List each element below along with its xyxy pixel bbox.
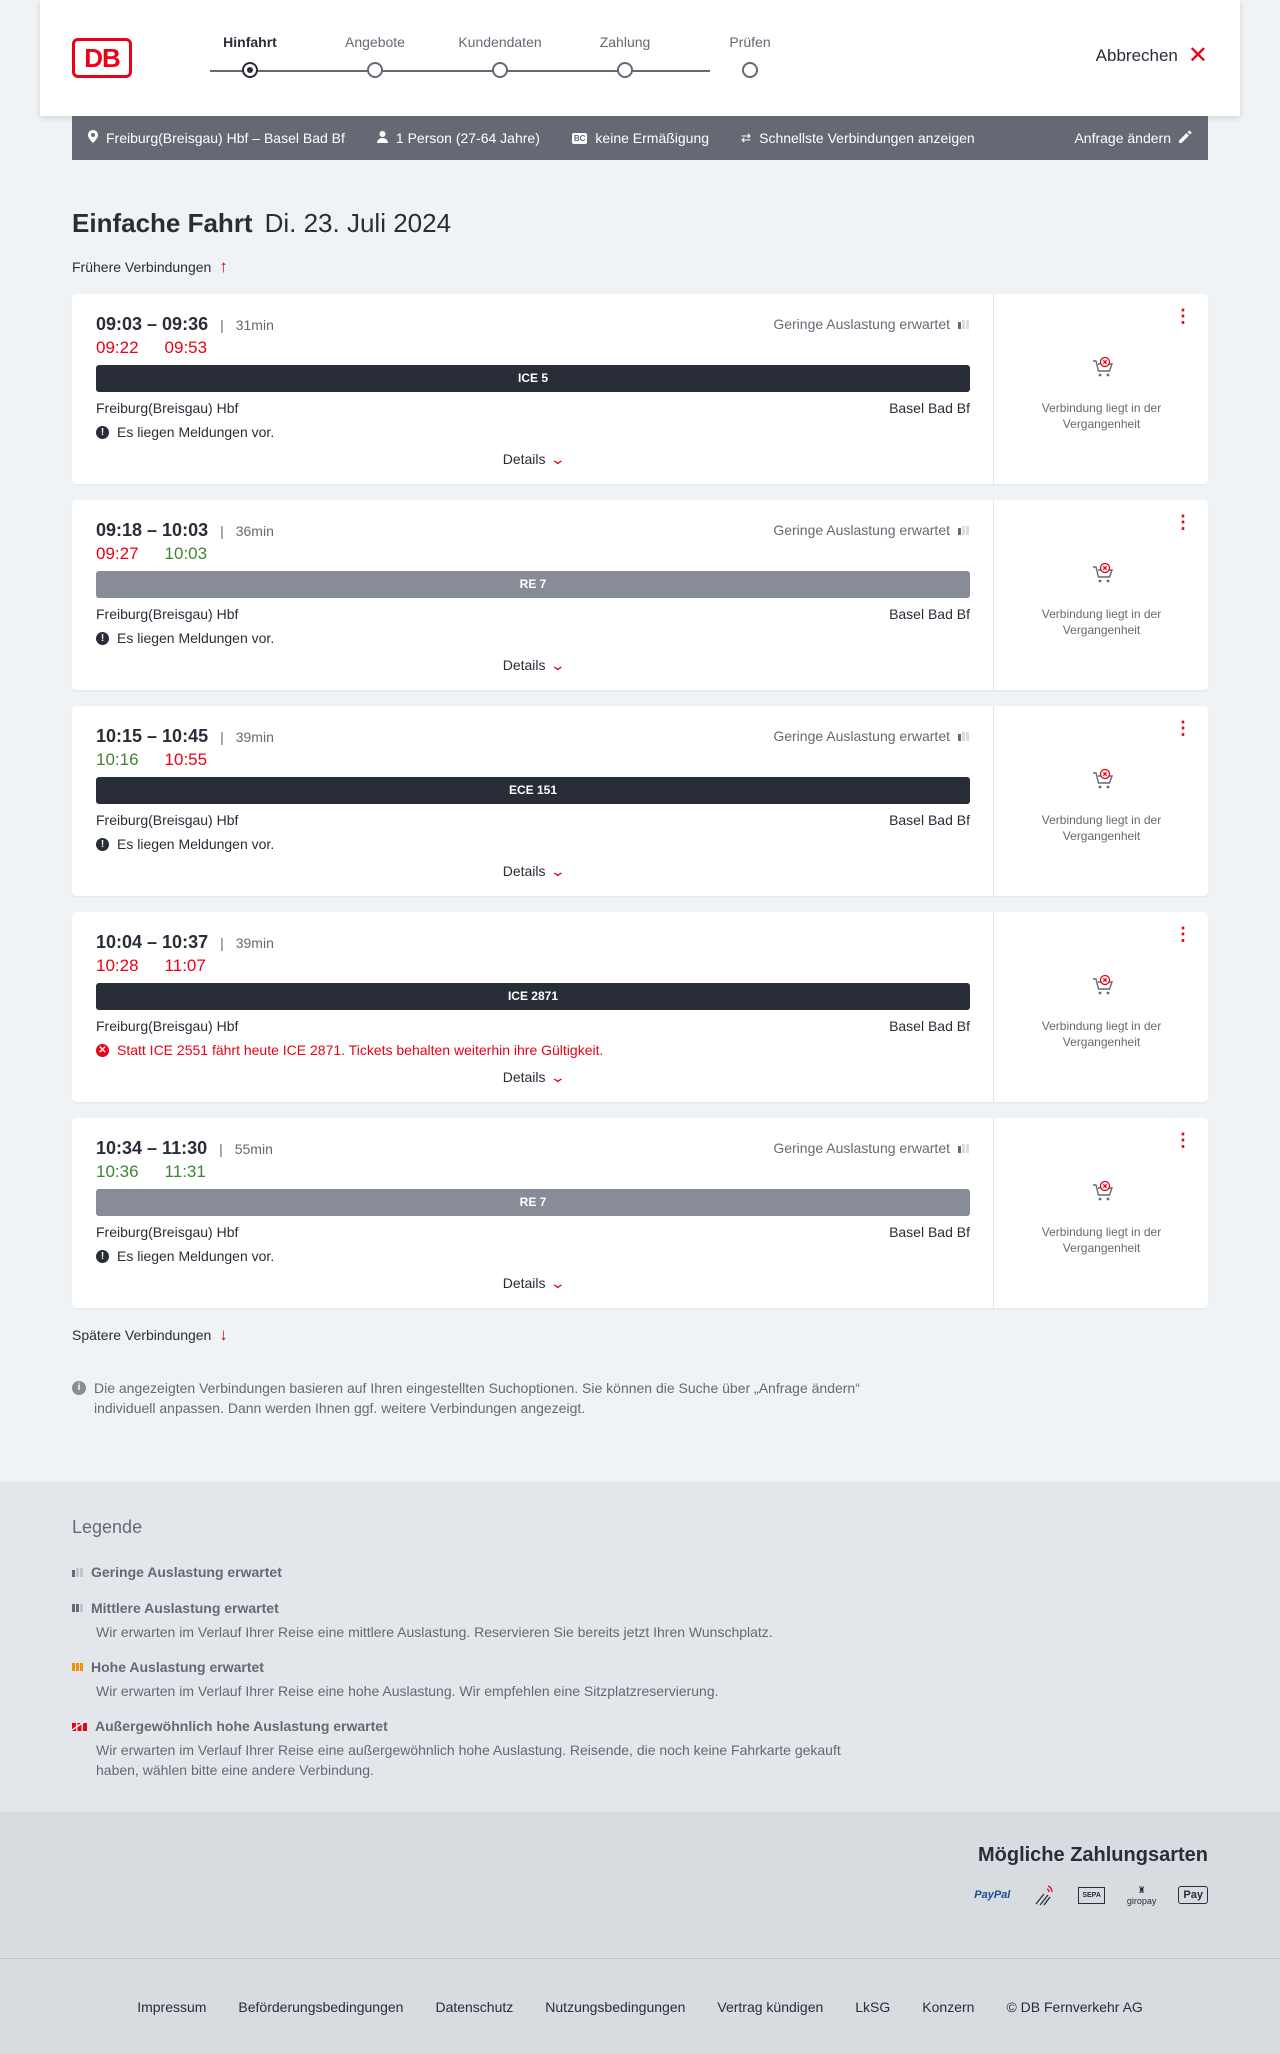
footer bbox=[0, 1958, 1280, 2054]
past-connection-text: Verbindung liegt in der Vergangenheit bbox=[1041, 813, 1162, 843]
details-label: Details bbox=[502, 863, 546, 879]
details-toggle[interactable] bbox=[72, 657, 994, 674]
realtime-arrival: 11:31 bbox=[164, 1162, 206, 1181]
payment-icons bbox=[974, 1884, 1208, 1906]
cancel-label: Abbrechen bbox=[1095, 46, 1178, 65]
separator: | bbox=[220, 934, 224, 951]
realtime-departure: 10:36 bbox=[96, 1162, 139, 1181]
info-icon: i bbox=[72, 1381, 86, 1395]
realtime-departure: 09:22 bbox=[96, 338, 139, 357]
legend-section bbox=[0, 1482, 1280, 1812]
low-occupancy-icon bbox=[958, 320, 969, 329]
planned-times: 09:03 – 09:36 bbox=[96, 314, 209, 334]
footer-copyright: © DB Fernverkehr AG bbox=[1006, 1998, 1143, 2015]
giropay-icon bbox=[1127, 1885, 1157, 1906]
arrow-down-icon: ↓ bbox=[219, 1325, 228, 1344]
origin-station: Freiburg(Breisgau) Hbf bbox=[96, 1224, 239, 1240]
step-hinfahrt[interactable] bbox=[195, 34, 305, 54]
duration: 39min bbox=[235, 728, 274, 745]
realtime-row bbox=[96, 750, 207, 770]
past-connection-text: Verbindung liegt in der Vergangenheit bbox=[1041, 401, 1162, 431]
planned-times: 09:18 – 10:03 bbox=[96, 520, 209, 540]
separator: | bbox=[219, 1140, 223, 1157]
connection-details-area bbox=[72, 294, 994, 484]
planned-times: 10:04 – 10:37 bbox=[96, 932, 209, 952]
details-label: Details bbox=[502, 657, 546, 673]
connection-card[interactable] bbox=[72, 1118, 1208, 1308]
step-label: Angebote bbox=[345, 34, 405, 50]
legend-label: Hohe Auslastung erwartet bbox=[91, 1659, 264, 1675]
traveller-text: 1 Person (27-64 Jahre) bbox=[395, 130, 540, 146]
earlier-connections-link[interactable] bbox=[72, 257, 228, 277]
legend-label: Geringe Auslastung erwartet bbox=[91, 1564, 282, 1580]
planned-times-row bbox=[96, 520, 274, 541]
realtime-row bbox=[96, 338, 207, 358]
exclamation-icon: ! bbox=[96, 838, 109, 851]
step-label: Kundendaten bbox=[458, 34, 542, 50]
origin-station: Freiburg(Breisgau) Hbf bbox=[96, 606, 239, 622]
cart-unavailable-icon bbox=[1091, 562, 1115, 586]
planned-times: 10:34 – 11:30 bbox=[96, 1138, 208, 1158]
realtime-arrival: 10:03 bbox=[164, 544, 208, 563]
footer-link-vertrag-kuendigen[interactable]: Vertrag kündigen bbox=[717, 1998, 824, 2015]
past-connection-text: Verbindung liegt in der Vergangenheit bbox=[1041, 1225, 1162, 1255]
swap-arrows-icon: ⇄ bbox=[741, 131, 752, 145]
stations-row bbox=[96, 606, 970, 622]
realtime-row bbox=[96, 544, 207, 564]
step-label: Prüfen bbox=[729, 34, 771, 50]
stations-row bbox=[96, 400, 970, 416]
applepay-label: Pay bbox=[1183, 1889, 1203, 1901]
more-options-icon[interactable]: ⋮ bbox=[1174, 512, 1192, 532]
separator: | bbox=[220, 316, 224, 333]
step-dot bbox=[617, 62, 633, 78]
giropay-label: giropay bbox=[1126, 1895, 1157, 1906]
load-indicator bbox=[773, 316, 969, 332]
step-label: Zahlung bbox=[599, 34, 651, 50]
connection-card[interactable] bbox=[72, 294, 1208, 484]
sepa-icon: SEPA bbox=[1078, 1887, 1105, 1904]
realtime-departure: 10:16 bbox=[96, 750, 139, 769]
booking-area bbox=[995, 706, 1208, 896]
connection-details-area bbox=[72, 500, 994, 690]
connection-card[interactable] bbox=[72, 706, 1208, 896]
exclamation-icon: ! bbox=[96, 632, 109, 645]
load-indicator bbox=[773, 1140, 969, 1156]
location-pin-icon bbox=[88, 130, 98, 146]
notice-text: Statt ICE 2551 fährt heute ICE 2871. Tickets behalten weiterhin ihre Gültigkeit. bbox=[117, 1042, 604, 1058]
separator: | bbox=[220, 522, 224, 539]
train-segment-bar: ICE 2871 bbox=[96, 983, 970, 1010]
notice-row bbox=[96, 1042, 603, 1058]
legend-title: Legende bbox=[72, 1517, 143, 1537]
contactless-card-icon bbox=[1032, 1884, 1056, 1906]
search-summary-bar bbox=[72, 116, 1208, 160]
load-indicator bbox=[773, 728, 969, 744]
more-options-icon[interactable]: ⋮ bbox=[1174, 306, 1192, 326]
legend-label: Mittlere Auslastung erwartet bbox=[91, 1600, 279, 1616]
step-dot bbox=[492, 62, 508, 78]
applepay-icon bbox=[1178, 1886, 1208, 1904]
details-toggle[interactable] bbox=[72, 863, 994, 880]
separator: | bbox=[220, 728, 224, 745]
progress-line bbox=[210, 70, 710, 72]
fastest-option bbox=[741, 130, 975, 146]
train-segment-bar: ICE 5 bbox=[96, 365, 970, 392]
db-logo[interactable]: DB bbox=[72, 38, 132, 78]
step-angebote bbox=[320, 34, 430, 54]
close-icon: ✕ bbox=[1187, 42, 1208, 69]
paypal-icon: PayPal bbox=[974, 1889, 1011, 1901]
booking-area bbox=[995, 1118, 1208, 1308]
stations-row bbox=[96, 1224, 970, 1240]
origin-station: Freiburg(Breisgau) Hbf bbox=[96, 1018, 239, 1034]
page-title bbox=[72, 208, 451, 239]
error-icon: ✕ bbox=[96, 1044, 109, 1057]
notice-row bbox=[96, 424, 274, 440]
realtime-arrival: 11:07 bbox=[164, 956, 206, 975]
legend-item-very-high bbox=[72, 1718, 852, 1780]
high-occupancy-icon bbox=[72, 1663, 83, 1671]
notice-text: Es liegen Meldungen vor. bbox=[117, 1248, 275, 1264]
chevron-down-icon: ⌄ bbox=[549, 863, 566, 879]
booking-area bbox=[995, 500, 1208, 690]
discount-summary bbox=[572, 130, 709, 146]
connection-card[interactable] bbox=[72, 912, 1208, 1102]
details-label: Details bbox=[502, 1069, 546, 1085]
booking-header bbox=[40, 0, 1240, 116]
origin-station: Freiburg(Breisgau) Hbf bbox=[96, 400, 239, 416]
realtime-row bbox=[96, 1162, 206, 1182]
low-occupancy-icon bbox=[958, 732, 969, 741]
chevron-down-icon: ⌄ bbox=[549, 657, 566, 673]
route-summary bbox=[88, 130, 345, 146]
legend-description: Wir erwarten im Verlauf Ihrer Reise eine hohe Auslastung. Wir empfehlen eine Sitzplatzreservierung. bbox=[96, 1683, 719, 1699]
booking-area bbox=[995, 912, 1208, 1102]
duration: 55min bbox=[234, 1140, 273, 1157]
payment-title: Mögliche Zahlungsarten bbox=[977, 1844, 1208, 1866]
train-segment-bar: RE 7 bbox=[96, 1189, 970, 1216]
train-segment-bar: ECE 151 bbox=[96, 777, 970, 804]
payment-methods-section bbox=[0, 1812, 1280, 1958]
load-indicator bbox=[773, 522, 969, 538]
low-occupancy-icon bbox=[72, 1568, 83, 1577]
chevron-down-icon: ⌄ bbox=[549, 1069, 566, 1085]
footer-link-befoerderungsbedingungen[interactable]: Beförderungsbedingungen bbox=[238, 1998, 404, 2015]
realtime-arrival: 09:53 bbox=[164, 338, 208, 357]
planned-times: 10:15 – 10:45 bbox=[96, 726, 209, 746]
details-toggle[interactable] bbox=[72, 1275, 994, 1292]
step-label: Hinfahrt bbox=[223, 34, 277, 50]
connection-details-area bbox=[72, 706, 994, 896]
discount-text: keine Ermäßigung bbox=[595, 130, 710, 146]
cart-unavailable-icon bbox=[1091, 974, 1115, 998]
legend-head bbox=[72, 1718, 852, 1734]
load-text: Geringe Auslastung erwartet bbox=[773, 522, 950, 538]
exclamation-icon: ! bbox=[96, 426, 109, 439]
details-toggle[interactable] bbox=[72, 1069, 994, 1086]
legend-head bbox=[72, 1600, 852, 1616]
realtime-departure: 10:28 bbox=[96, 956, 139, 975]
duration: 36min bbox=[235, 522, 274, 539]
search-info-note bbox=[72, 1378, 862, 1418]
legend-label: Außergewöhnlich hohe Auslastung erwartet bbox=[95, 1718, 388, 1734]
person-icon bbox=[377, 131, 388, 146]
footer-link-impressum[interactable]: Impressum bbox=[137, 1998, 207, 2015]
destination-station: Basel Bad Bf bbox=[889, 812, 970, 828]
realtime-row bbox=[96, 956, 206, 976]
more-options-icon[interactable]: ⋮ bbox=[1174, 1130, 1192, 1150]
notice-row bbox=[96, 630, 274, 646]
details-toggle[interactable] bbox=[72, 451, 994, 468]
stations-row bbox=[96, 812, 970, 828]
step-dot bbox=[742, 62, 758, 78]
change-request-label: Anfrage ändern bbox=[1074, 130, 1171, 146]
past-connection-text: Verbindung liegt in der Vergangenheit bbox=[1041, 607, 1162, 637]
footer-link-konzern[interactable]: Konzern bbox=[922, 1998, 975, 2015]
planned-times-row bbox=[96, 932, 274, 953]
train-segment-bar: RE 7 bbox=[96, 571, 970, 598]
legend-item-medium bbox=[72, 1600, 852, 1642]
legend-description: Wir erwarten im Verlauf Ihrer Reise eine mittlere Auslastung. Reservieren Sie bereits jetzt Ihren Wunschplatz. bbox=[96, 1624, 773, 1640]
cart-unavailable-icon bbox=[1091, 1180, 1115, 1204]
load-text: Geringe Auslastung erwartet bbox=[773, 728, 950, 744]
realtime-departure: 09:27 bbox=[96, 544, 139, 563]
load-text: Geringe Auslastung erwartet bbox=[773, 1140, 950, 1156]
step-pruefen bbox=[695, 34, 805, 54]
change-request-button[interactable] bbox=[1074, 130, 1192, 146]
destination-station: Basel Bad Bf bbox=[889, 606, 970, 622]
planned-times-row bbox=[96, 726, 274, 747]
later-connections-link[interactable] bbox=[72, 1325, 228, 1345]
planned-times-row bbox=[96, 314, 274, 335]
past-connection-text: Verbindung liegt in der Vergangenheit bbox=[1041, 1019, 1162, 1049]
details-label: Details bbox=[502, 1275, 546, 1291]
realtime-arrival: 10:55 bbox=[164, 750, 208, 769]
notice-text: Es liegen Meldungen vor. bbox=[117, 630, 275, 646]
medium-occupancy-icon bbox=[72, 1604, 83, 1612]
trip-date: Di. 23. Juli 2024 bbox=[264, 208, 452, 238]
connection-details-area bbox=[72, 912, 994, 1102]
footer-link-datenschutz[interactable]: Datenschutz bbox=[435, 1998, 514, 2015]
exclamation-icon: ! bbox=[96, 1250, 109, 1263]
load-text: Geringe Auslastung erwartet bbox=[773, 316, 950, 332]
notice-text: Es liegen Meldungen vor. bbox=[117, 424, 275, 440]
step-dot-active bbox=[242, 62, 258, 78]
duration: 39min bbox=[235, 934, 274, 951]
chevron-down-icon: ⌄ bbox=[549, 451, 566, 467]
stations-row bbox=[96, 1018, 970, 1034]
destination-station: Basel Bad Bf bbox=[889, 1018, 970, 1034]
notice-text: Es liegen Meldungen vor. bbox=[117, 836, 275, 852]
low-occupancy-icon bbox=[958, 1144, 969, 1153]
step-zahlung bbox=[570, 34, 680, 54]
footer-link-nutzungsbedingungen[interactable]: Nutzungsbedingungen bbox=[545, 1998, 686, 2015]
arrow-up-icon: ↑ bbox=[219, 257, 228, 276]
legend-description: Wir erwarten im Verlauf Ihrer Reise eine außergewöhnlich hohe Auslastung. Reisende, die noch keine Fahrkarte gekauft haben, wählen bitte eine andere Verbindung. bbox=[96, 1742, 841, 1778]
traveller-summary bbox=[377, 130, 540, 146]
legend-item-low bbox=[72, 1564, 852, 1580]
chevron-down-icon: ⌄ bbox=[549, 1275, 566, 1291]
destination-station: Basel Bad Bf bbox=[889, 400, 970, 416]
planned-times-row bbox=[96, 1138, 273, 1159]
low-occupancy-icon bbox=[958, 526, 969, 535]
origin-station: Freiburg(Breisgau) Hbf bbox=[96, 812, 239, 828]
connection-card[interactable] bbox=[72, 500, 1208, 690]
giropay-symbol: ♜ bbox=[1137, 1884, 1146, 1895]
destination-station: Basel Bad Bf bbox=[889, 1224, 970, 1240]
pencil-icon bbox=[1179, 130, 1192, 146]
later-connections-label: Spätere Verbindungen bbox=[72, 1327, 212, 1343]
route-text: Freiburg(Breisgau) Hbf – Basel Bad Bf bbox=[106, 130, 345, 146]
info-text: Die angezeigten Verbindungen basieren auf Ihren eingestellten Suchoptionen. Sie können die Suche über „Anfrage ändern“ individuell anpassen. Dann werden Ihnen ggf. weitere Verbindungen angezeigt. bbox=[94, 1380, 860, 1416]
bahncard-icon: BC bbox=[573, 133, 586, 143]
trip-type: Einfache Fahrt bbox=[72, 208, 253, 238]
earlier-connections-label: Frühere Verbindungen bbox=[72, 259, 212, 275]
footer-link-lksg[interactable]: LkSG bbox=[855, 1998, 891, 2015]
notice-row bbox=[96, 1248, 274, 1264]
connection-details-area bbox=[72, 1118, 994, 1308]
step-kundendaten bbox=[445, 34, 555, 54]
legend-head bbox=[72, 1564, 852, 1580]
legend-item-high bbox=[72, 1659, 852, 1701]
duration: 31min bbox=[235, 316, 274, 333]
more-options-icon[interactable]: ⋮ bbox=[1174, 718, 1192, 738]
more-options-icon[interactable]: ⋮ bbox=[1174, 924, 1192, 944]
cart-unavailable-icon bbox=[1091, 768, 1115, 792]
step-dot bbox=[367, 62, 383, 78]
legend-head bbox=[72, 1659, 852, 1675]
booking-area bbox=[995, 294, 1208, 484]
very-high-occupancy-icon bbox=[72, 1718, 87, 1734]
notice-row bbox=[96, 836, 274, 852]
fastest-text: Schnellste Verbindungen anzeigen bbox=[759, 130, 975, 146]
details-label: Details bbox=[502, 451, 546, 467]
cart-unavailable-icon bbox=[1091, 356, 1115, 380]
cancel-button[interactable] bbox=[1095, 42, 1208, 69]
